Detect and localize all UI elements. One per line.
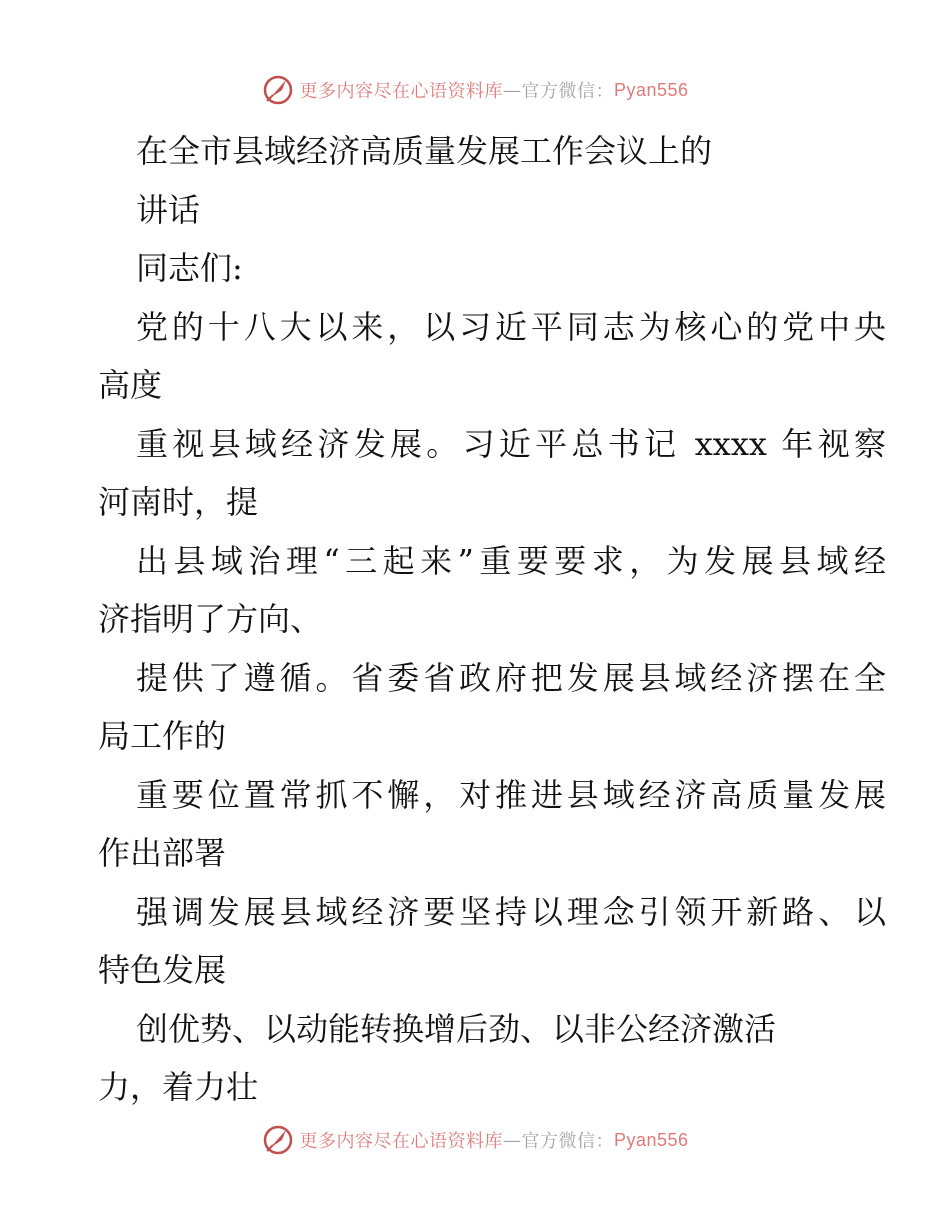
wechat-label: 官方微信：: [521, 81, 614, 102]
paragraph-line: 作出部署: [98, 834, 227, 872]
separator: —: [502, 1129, 522, 1151]
site-text: 更多内容尽在心语资料库: [299, 81, 503, 102]
document-body: [98, 122, 886, 1117]
paragraph-line: 创优势、以动能转换增后劲、以非公经济激活: [136, 1009, 777, 1048]
title-line-1: 在全市县域经济高质量发展工作会议上的: [136, 132, 713, 170]
paragraph-line: 高度: [98, 366, 163, 404]
paragraph-line: 特色发展: [98, 951, 227, 989]
paragraph-line: 河南时，提: [98, 483, 259, 521]
paragraph-line: 重要位置常抓不懈，对推进县域经济高质量发展: [136, 775, 886, 814]
paragraph-line: 强调发展县域经济要坚持以理念引领开新路、以: [136, 892, 886, 931]
paragraph-line: 提供了遵循。省委省政府把发展县域经济摆在全: [136, 658, 886, 697]
header-watermark: [0, 70, 950, 110]
salutation: 同志们:: [136, 249, 243, 287]
wechat-id: Pyan556: [613, 79, 689, 100]
paragraph-line: 力，着力壮: [98, 1068, 259, 1106]
separator: —: [502, 79, 522, 101]
paragraph-line: 局工作的: [98, 717, 227, 755]
wechat-id: Pyan556: [613, 1129, 689, 1150]
paragraph-line: 出县域治理“三起来”重要要求，为发展县域经: [136, 541, 886, 580]
paragraph-line: 党的十八大以来，以习近平同志为核心的党中央: [136, 307, 886, 346]
wechat-label: 官方微信：: [521, 1131, 614, 1152]
site-text: 更多内容尽在心语资料库: [299, 1131, 503, 1152]
quill-circle-icon: [261, 1123, 295, 1157]
paragraph-line: 重视县域经济发展。习近平总书记 xxxx 年视察: [136, 424, 886, 463]
quill-circle-icon: [261, 73, 295, 107]
footer-watermark: [0, 1120, 950, 1160]
title-line-2: 讲话: [136, 190, 201, 229]
paragraph-line: 济指明了方向、: [98, 600, 323, 638]
